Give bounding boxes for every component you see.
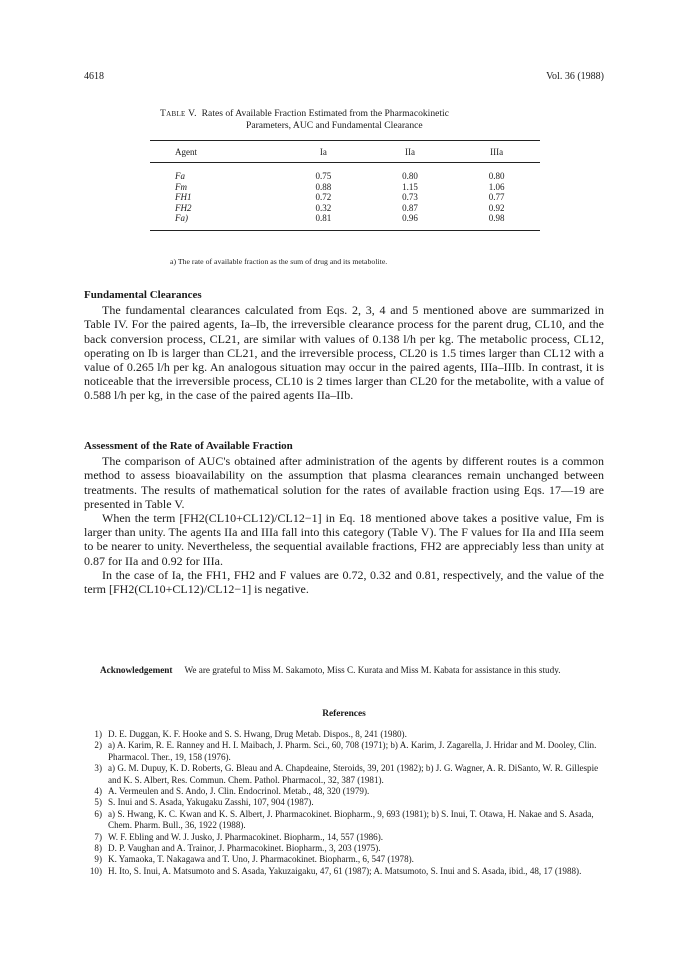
acknowledgement-label: Acknowledgement	[100, 665, 173, 675]
reference-text: a) G. M. Dupuy, K. D. Roberts, G. Bleau and A. Chapdeaine, Steroids, 39, 201 (1982); b) J. G. Wagner, A. R. DiSanto, W. R. Gillespie and K. S. Albert, Res. Commun. Chem. Pathol. Pharmacol., 32, 387 (1981).	[108, 763, 599, 785]
acknowledgement-text: We are grateful to Miss M. Sakamoto, Miss C. Kurata and Miss M. Kabata for assistance in this study.	[184, 665, 561, 675]
section-fundamental-clearances	[84, 288, 604, 403]
reference-number: 5)	[94, 797, 102, 808]
reference-text: D. P. Vaughan and A. Trainor, J. Pharmacokinet. Biopharm., 3, 203 (1975).	[108, 843, 381, 854]
row-label	[150, 213, 280, 230]
column-header: IIa	[404, 147, 415, 157]
table-cell: 0.96	[402, 213, 418, 223]
reference-item	[84, 843, 608, 854]
table-cell: 0.73	[402, 192, 418, 202]
row-label	[150, 182, 280, 193]
reference-item	[84, 866, 608, 877]
reference-number: 2)	[94, 740, 102, 751]
section-heading: Assessment of the Rate of Available Fraction	[84, 440, 293, 452]
row-label	[150, 192, 280, 203]
paragraph: The comparison of AUC's obtained after administration of the agents by different routes is a common method to assess bioavailability on the assumption that plasma clearances remain unchanged between treatments. The results of mathematical solution for the rates of available fraction using Eqs. 17—19 are presented in Table V.	[84, 454, 604, 511]
reference-number: 3)	[94, 763, 102, 774]
paragraph: In the case of Ia, the FH1, FH2 and F values are 0.72, 0.32 and 0.81, respectively, and the value of the term [FH2(CL10+CL12)/CL12−1] is negative.	[84, 567, 604, 597]
reference-item	[84, 797, 608, 808]
reference-text: a) S. Hwang, K. C. Kwan and K. S. Albert, J. Pharmacokinet. Biopharm., 9, 693 (1981); b) S. Inui, T. Otawa, H. Nakae and S. Asada, Chem. Pharm. Bull., 36, 1922 (1988).	[108, 808, 594, 831]
references-list	[84, 729, 608, 877]
table-cell: 0.88	[315, 181, 332, 192]
row-label	[150, 163, 280, 182]
table-cell: 0.87	[402, 202, 418, 213]
reference-item	[84, 832, 608, 843]
reference-text: W. F. Ebling and W. J. Jusko, J. Pharmacokinet. Biopharm., 14, 557 (1986).	[108, 831, 384, 842]
reference-number: 1)	[94, 729, 102, 739]
table-cell: 0.98	[488, 213, 505, 223]
paragraph: When the term [FH2(CL10+CL12)/CL12−1] in Eq. 18 mentioned above takes a positive value, Fm is larger than unity. The agents IIa and IIIa fall into this category (Table V). The F values for IIa and IIIa seem to be nearer to unity. Nevertheless, the sequential available fractions, FH2 are appreciably less than unity at 0.87 for IIa and 0.92 for IIIa.	[84, 511, 604, 568]
reference-number: 7)	[94, 831, 102, 842]
table-cell: 0.77	[488, 192, 505, 202]
table-header-row	[150, 141, 540, 163]
reference-number: 10)	[89, 865, 102, 876]
row-label	[150, 203, 280, 214]
volume-label: Vol. 36 (1988)	[546, 71, 604, 82]
row-label-text: FH1	[175, 192, 192, 202]
reference-item	[84, 786, 608, 797]
running-header	[84, 71, 604, 82]
reference-number: 8)	[94, 843, 102, 854]
reference-text: A. Vermeulen and S. Ando, J. Clin. Endocrinol. Metab., 48, 320 (1979).	[108, 786, 370, 797]
reference-item	[84, 763, 608, 786]
section-heading: Fundamental Clearances	[84, 289, 202, 301]
row-label-text: Fm	[175, 181, 187, 192]
reference-item	[84, 809, 608, 832]
page-number: 4618	[84, 71, 104, 82]
table-cell: 0.81	[315, 213, 332, 223]
column-header: IIIa	[490, 147, 504, 157]
table-cell: 0.32	[315, 202, 332, 213]
table-caption	[160, 108, 560, 132]
table-caption-line2: Parameters, AUC and Fundamental Clearance	[246, 120, 423, 131]
table-cell: 0.75	[315, 171, 332, 181]
row-label-text: Fa)	[175, 213, 188, 223]
table-cell: 1.06	[488, 181, 505, 192]
reference-text: D. E. Duggan, K. F. Hooke and S. S. Hwang, Drug Metab. Dispos., 8, 241 (1980).	[108, 729, 407, 739]
reference-text: K. Yamaoka, T. Nakagawa and T. Uno, J. Pharmacokinet. Biopharm., 6, 547 (1978).	[108, 854, 414, 865]
reference-number: 4)	[94, 786, 102, 797]
data-table	[150, 140, 540, 231]
reference-item	[84, 729, 608, 740]
reference-item	[84, 854, 608, 865]
table-row	[150, 163, 540, 182]
paragraph: The fundamental clearances calculated from Eqs. 2, 3, 4 and 5 mentioned above are summarized in Table IV. For the paired agents, Ia–Ib, the irreversible clearance process for the parent drug, CL10, and the back conversion process, CL21, are similar with values of 0.138 l/h per kg. The metabolic process, CL12, operating on Ib is larger than CL21, and the irreversible process, CL20 is 1.5 times larger than CL12 with a value of 0.265 l/h per kg. An analogous situation may occur in the paired agents, IIIa–IIIb. In contrast, it is noticeable that the irreversible process, CL10 is 2 times larger than CL20 for the metabolite, with a value of 0.588 l/h per kg, in the case of the paired agents IIa–IIb.	[84, 303, 604, 403]
column-header: Agent	[175, 147, 197, 157]
reference-text: a) A. Karim, R. E. Ranney and H. I. Maibach, J. Pharm. Sci., 60, 708 (1971); b) A. Karim, J. Zagarella, J. Hridar and M. Dooley, Clin. Pharmacol. Ther., 19, 158 (1976).	[108, 740, 597, 762]
table-cell: 0.72	[315, 192, 332, 202]
table-row	[150, 203, 540, 214]
reference-text: S. Inui and S. Asada, Yakugaku Zasshi, 107, 904 (1987).	[108, 797, 314, 808]
reference-item	[84, 740, 608, 763]
acknowledgement	[84, 664, 604, 676]
table-cell: 0.92	[488, 202, 505, 213]
row-label-text: FH2	[175, 202, 192, 213]
column-header: Ia	[319, 147, 327, 157]
table-cell: 0.80	[402, 171, 418, 181]
section-assessment	[84, 439, 604, 596]
row-label-text: Fa	[175, 171, 185, 181]
reference-number: 9)	[94, 854, 102, 865]
table-row	[150, 182, 540, 193]
table-caption-label: Table V.	[160, 108, 197, 119]
table-caption-line1: Rates of Available Fraction Estimated from the Pharmacokinetic	[201, 108, 449, 119]
reference-number: 6)	[94, 808, 102, 819]
table-row	[150, 192, 540, 203]
reference-text: H. Ito, S. Inui, A. Matsumoto and S. Asada, Yakuzaigaku, 47, 61 (1987); A. Matsumoto, S. Inui and S. Asada, ibid., 48, 17 (1988).	[108, 865, 582, 876]
table-cell: 0.80	[488, 171, 505, 181]
table-cell: 1.15	[402, 181, 418, 192]
table-row	[150, 213, 540, 230]
references-heading: References	[322, 709, 366, 719]
table-footnote: a) The rate of available fraction as the sum of drug and its metabolite.	[170, 257, 388, 266]
